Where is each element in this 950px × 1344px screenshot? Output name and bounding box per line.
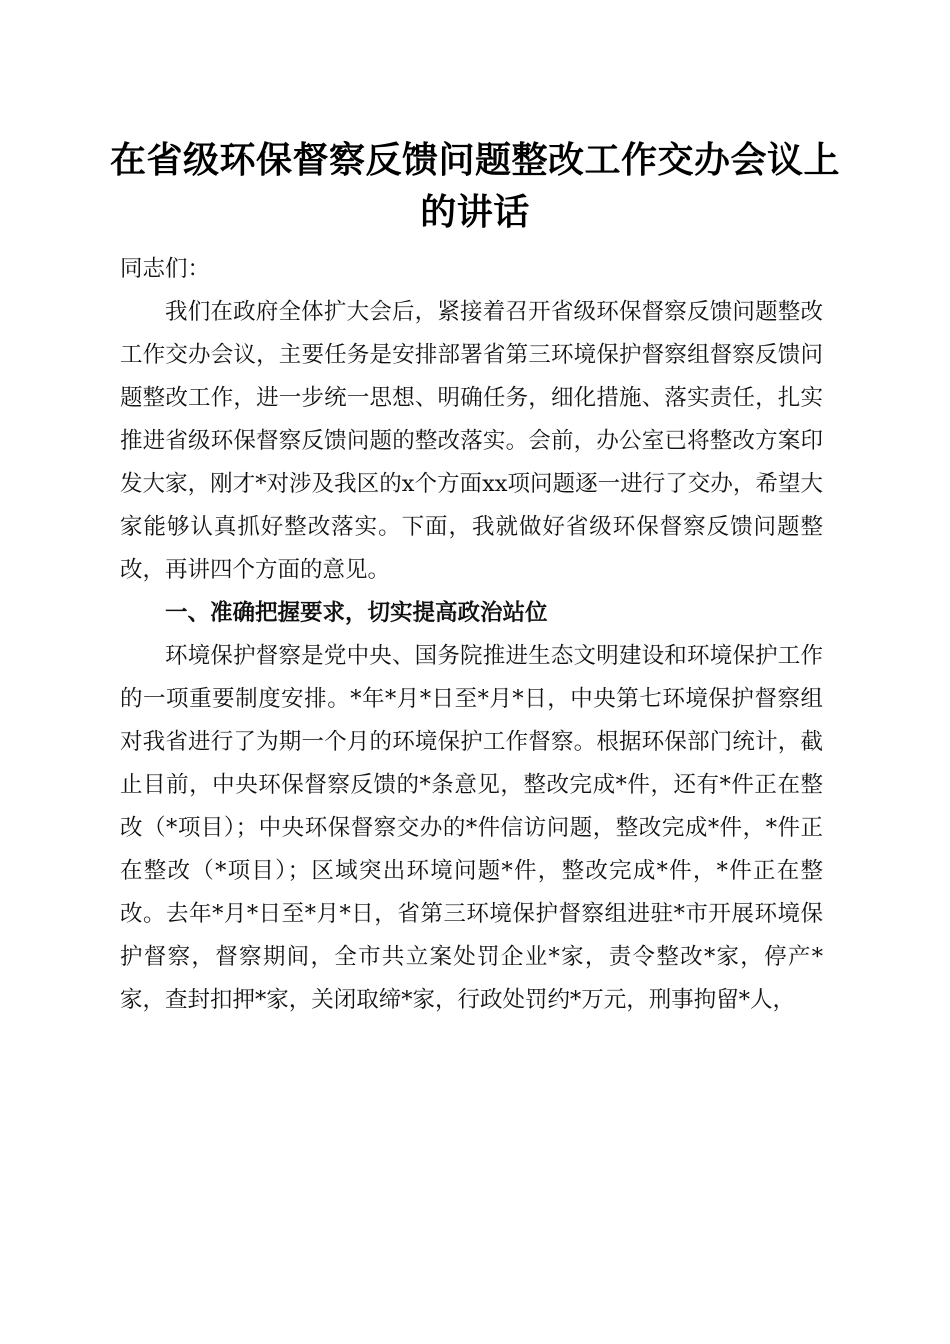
document-body: [120, 248, 823, 1022]
section-heading: 一、准确把握要求，切实提高政治站位: [165, 600, 548, 626]
salutation: 同志们：: [120, 256, 211, 282]
section-paragraph: 环境保护督察是党中央、国务院推进生态文明建设和环境保护工作的一项重要制度安排。*年*月*日至*月*日，中央第七环境保护督察组对我省进行了为期一个月的环境保护工作督察。根据环保部门统计，截止目前，中央环保督察反馈的*条意见，整改完成*件，还有*件正在整改（*项目）；中央环保督察交办的*件信访问题，整改完成*件，*件正在整改（*项目）；区域突出环境问题*件，整改完成*件，*件正在整改。去年*月*日至*月*日，省第三环境保护督察组进驻*市开展环境保护督察，督察期间，全市共立案处罚企业*家，责令整改*家，停产*家，查封扣押*家，关闭取缔*家，行政处罚约*万元，刑事拘留*人，: [120, 643, 823, 1013]
intro-paragraph: 我们在政府全体扩大会后，紧接着召开省级环保督察反馈问题整改工作交办会议，主要任务是安排部署省第三环境保护督察组督察反馈问题整改工作，进一步统一思想、明确任务，细化措施、落实责任，扎实推进省级环保督察反馈问题的整改落实。会前，办公室已将整改方案印发大家，刚才*对涉及我区的x个方面xx项问题逐一进行了交办，希望大家能够认真抓好整改落实。下面，我就做好省级环保督察反馈问题整改，再讲四个方面的意见。: [120, 299, 823, 583]
document-title: 在省级环保督察反馈问题整改工作交办会议上的讲话: [110, 139, 841, 233]
